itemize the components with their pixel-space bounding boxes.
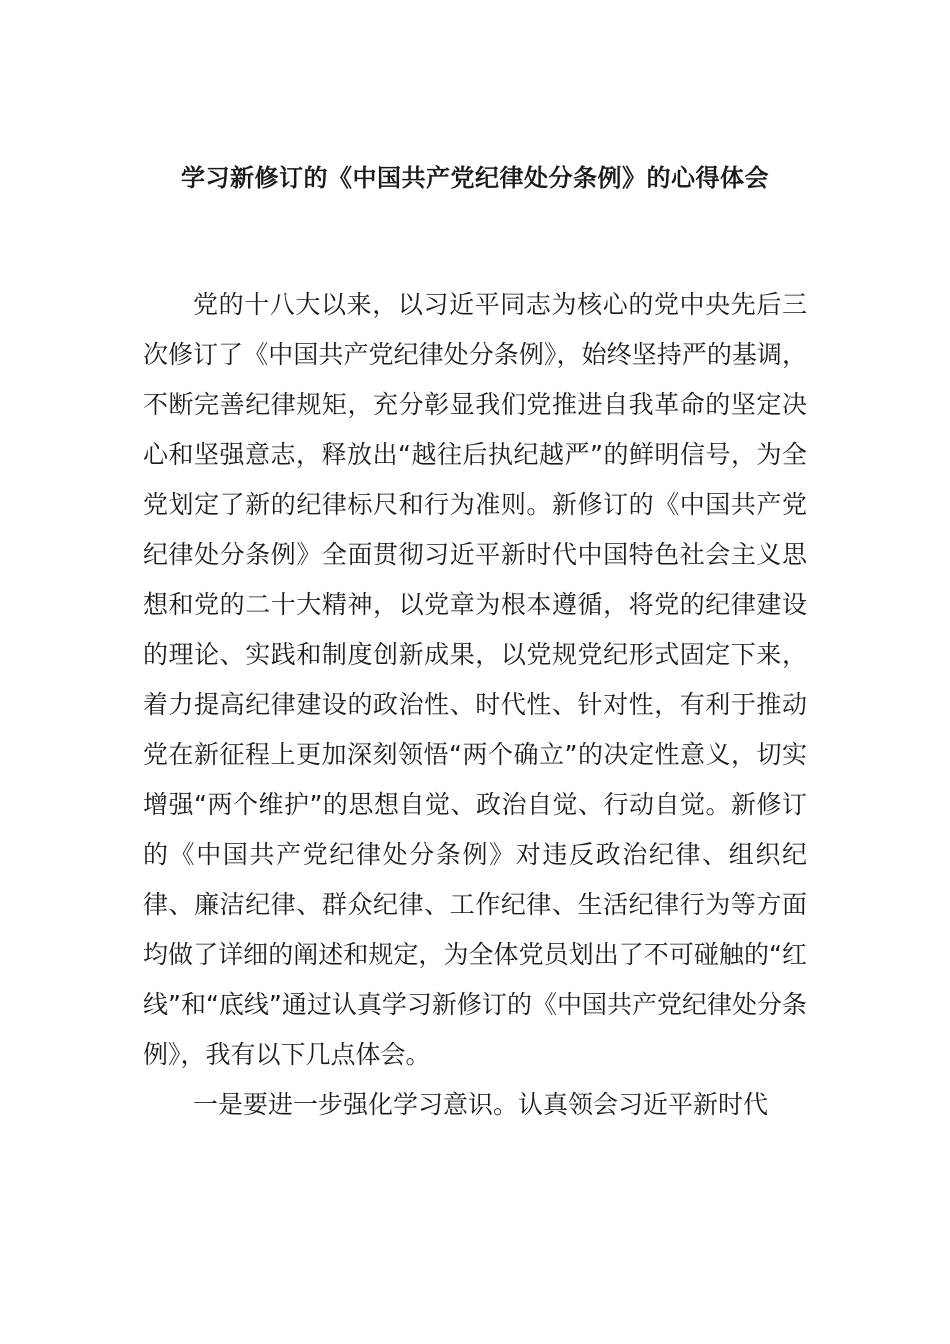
body-paragraph-2: 一是要进一步强化学习意识。认真领会习近平新时代 [193, 1090, 769, 1119]
body-paragraph-1: 党的十八大以来，以习近平同志为核心的党中央先后三次修订了《中国共产党纪律处分条例》，始终坚持严的基调，不断完善纪律规矩，充分彰显我们党推进自我革命的坚定决心和坚强意志，释放出“越往后执纪越严”的鲜明信号，为全党划定了新的纪律标尺和行为准则。新修订的《中国共产党纪律处分条例》全面贯彻习近平新时代中国特色社会主义思想和党的二十大精神，以党章为根本遵循，将党的纪律建设的理论、实践和制度创新成果，以党规党纪形式固定下来，着力提高纪律建设的政治性、时代性、针对性，有利于推动党在新征程上更加深刻领悟“两个确立”的决定性意义，切实增强“两个维护”的思想自觉、政治自觉、行动自觉。新修订的《中国共产党纪律处分条例》对违反政治纪律、组织纪律、廉洁纪律、群众纪律、工作纪律、生活纪律行为等方面均做了详细的阐述和规定，为全体党员划出了不可碰触的“红线”和“底线”通过认真学习新修订的《中国共产党纪律处分条例》，我有以下几点体会。 [143, 290, 807, 1069]
document-title: 学习新修订的《中国共产党纪律处分条例》的心得体会 [181, 164, 769, 192]
document-body [143, 280, 807, 1130]
